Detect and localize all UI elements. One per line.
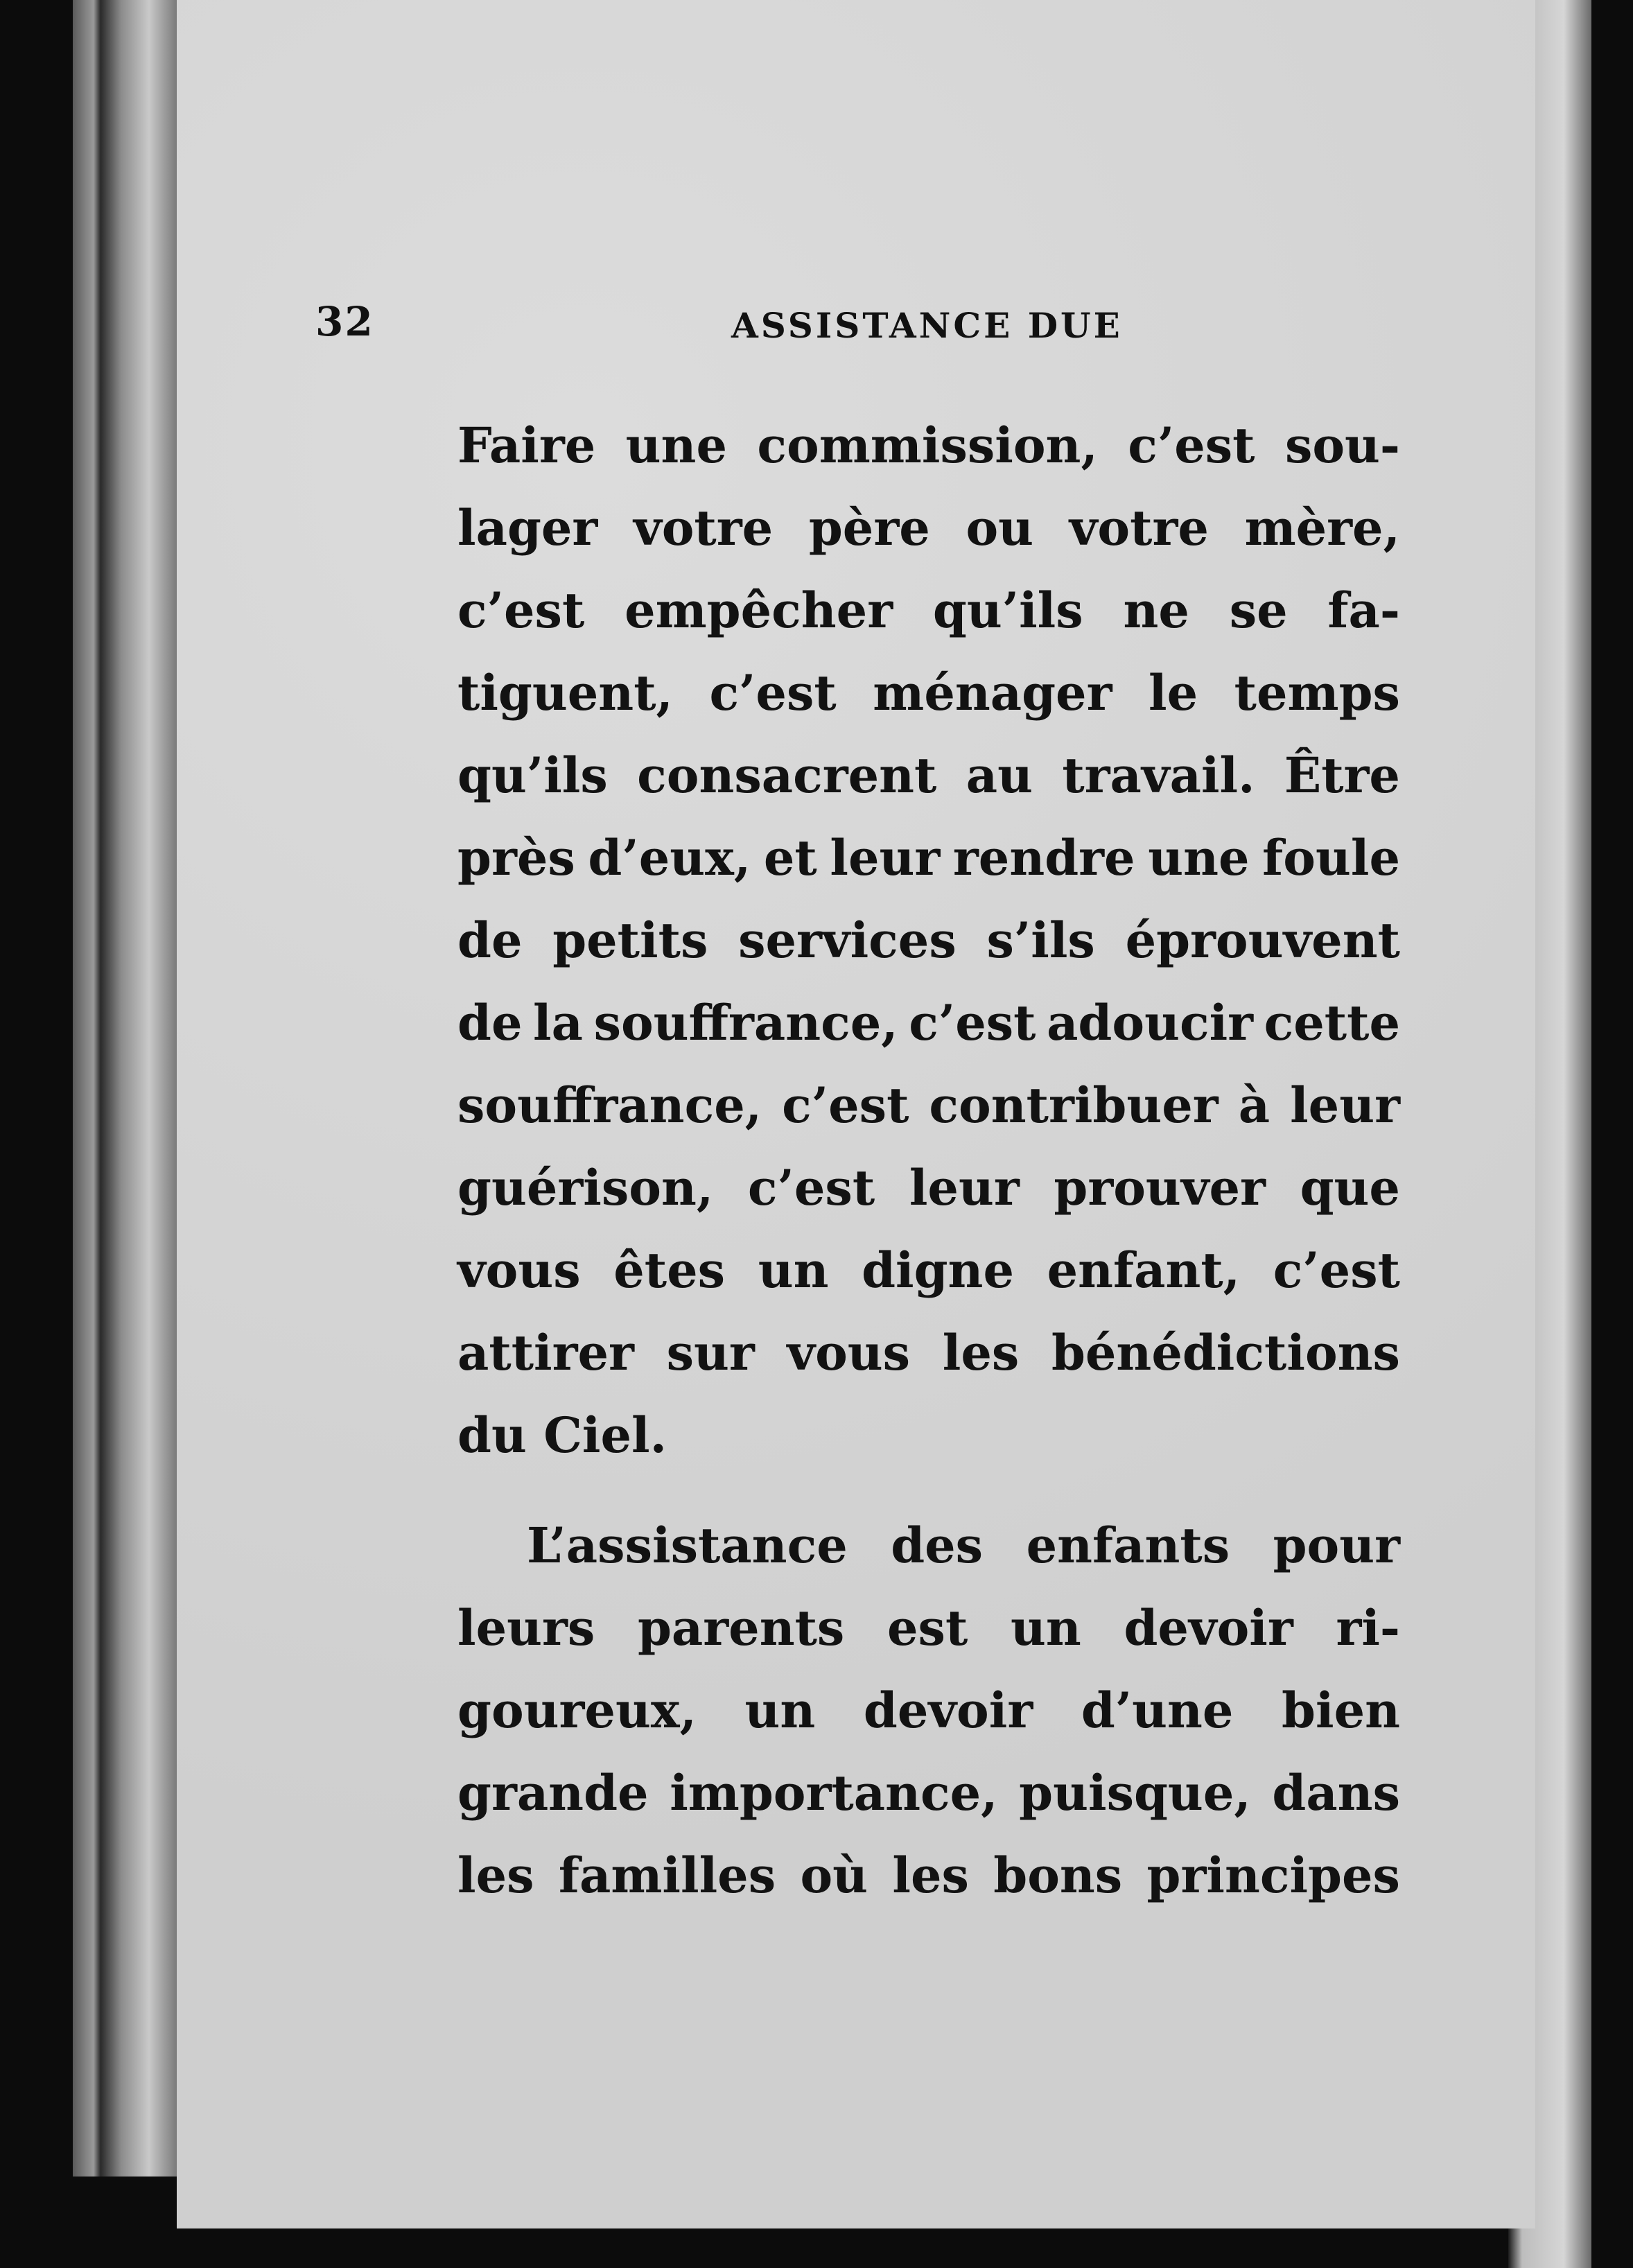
text-line: c’est empêcher qu’ils ne se fa- (457, 582, 1400, 639)
text-line: L’assistance des enfants pour (527, 1517, 1400, 1574)
text-line: qu’ils consacrent au travail. Être (457, 747, 1400, 804)
text-line: du Ciel. (457, 1406, 667, 1464)
running-head (315, 298, 1216, 354)
text-line: guérison, c’est leur prouver que (457, 1159, 1400, 1216)
text-line: attirer sur vous les bénédictions (457, 1324, 1400, 1381)
text-line: tiguent, c’est ménager le temps (457, 664, 1400, 722)
text-line: goureux, un devoir d’une bien (457, 1682, 1400, 1739)
body-text (457, 415, 1400, 1927)
text-line: grande importance, puisque, dans (457, 1764, 1400, 1822)
paragraph (457, 415, 1400, 1487)
text-line: de petits services s’ils éprouvent (457, 911, 1400, 969)
text-line: souffrance, c’est contribuer à leur (457, 1076, 1400, 1134)
text-line: les familles où les bons principes (457, 1847, 1400, 1904)
page-number: 32 (315, 298, 374, 345)
text-line: lager votre père ou votre mère, (457, 499, 1400, 557)
paragraph-gap (457, 1487, 1400, 1515)
text-line: vous êtes un digne enfant, c’est (457, 1241, 1400, 1299)
text-line: près d’eux, et leur rendre une foule (457, 829, 1400, 887)
running-title: ASSISTANCE DUE (731, 305, 1123, 346)
text-line: Faire une commission, c’est sou- (457, 417, 1400, 474)
text-line: de la souffrance, c’est adoucir cette (457, 994, 1400, 1052)
paragraph (457, 1515, 1400, 1927)
text-line: leurs parents est un devoir ri- (457, 1599, 1400, 1657)
